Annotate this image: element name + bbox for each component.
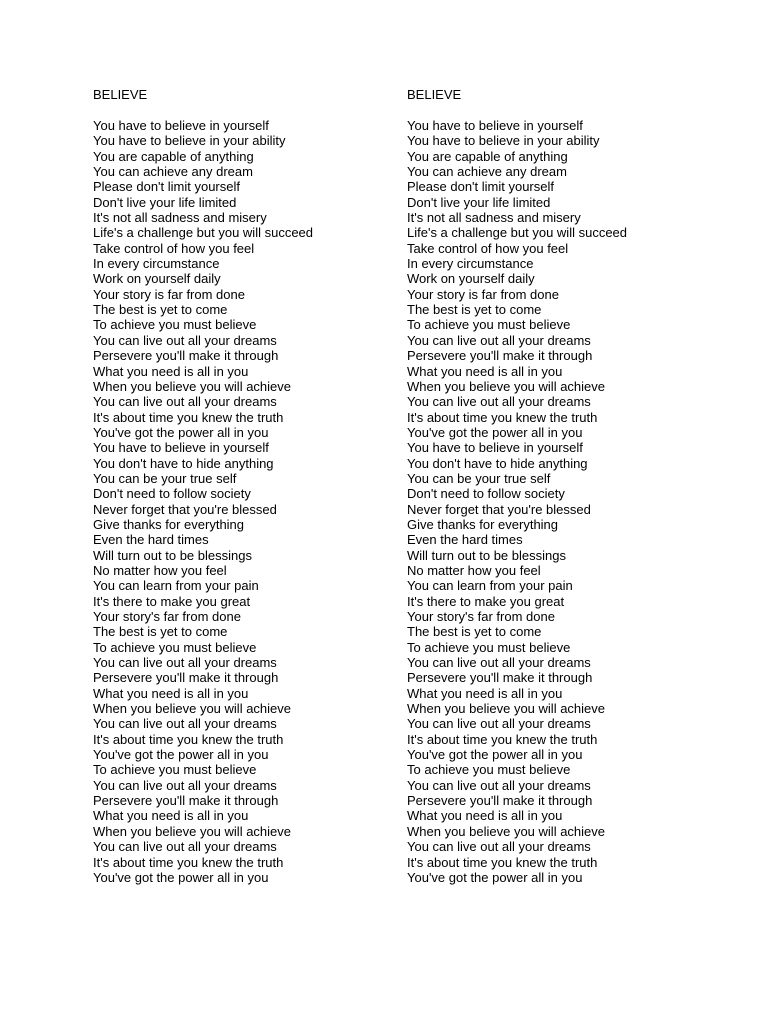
poem-line: What you need is all in you xyxy=(407,363,563,379)
poem-line: It's about time you knew the truth xyxy=(93,731,284,747)
poem-line: It's there to make you great xyxy=(93,593,251,609)
poem-line: Give thanks for everything xyxy=(407,516,559,532)
poem-lines xyxy=(93,118,393,885)
poem-line: Will turn out to be blessings xyxy=(407,547,566,563)
poem-line: You can live out all your dreams xyxy=(93,716,277,732)
poem-line: Don't need to follow society xyxy=(93,486,251,502)
poem-line: Don't live your life limited xyxy=(93,194,237,210)
poem-line: It's about time you knew the truth xyxy=(407,409,598,425)
poem-line: Persevere you'll make it through xyxy=(407,670,593,686)
poem-line: The best is yet to come xyxy=(407,302,542,318)
poem-line: No matter how you feel xyxy=(407,562,541,578)
poem-line: What you need is all in you xyxy=(93,808,249,824)
poem-line: Your story is far from done xyxy=(93,286,245,302)
poem-line: Take control of how you feel xyxy=(407,240,569,256)
poem-line: What you need is all in you xyxy=(93,685,249,701)
poem-line: You've got the power all in you xyxy=(407,424,583,440)
poem-line: You've got the power all in you xyxy=(407,747,583,763)
poem-line: To achieve you must believe xyxy=(407,762,571,778)
poem-line: It's there to make you great xyxy=(407,593,565,609)
poem-line: You can be your true self xyxy=(407,470,551,486)
poem-line: You can live out all your dreams xyxy=(93,655,277,671)
poem-line: You have to believe in yourself xyxy=(407,440,583,456)
poem-column-left xyxy=(93,87,393,885)
poem-line: Your story is far from done xyxy=(407,286,559,302)
poem-title: BELIEVE xyxy=(407,87,462,102)
poem-line: To achieve you must believe xyxy=(407,639,571,655)
poem-line: Never forget that you're blessed xyxy=(93,501,277,517)
poem-line: You can live out all your dreams xyxy=(93,332,277,348)
poem-lines xyxy=(407,118,707,885)
poem-line: You are capable of anything xyxy=(407,148,568,164)
poem-line: You have to believe in yourself xyxy=(93,118,269,133)
poem-line: To achieve you must believe xyxy=(93,317,257,333)
poem-line: When you believe you will achieve xyxy=(93,823,291,839)
poem-line: The best is yet to come xyxy=(93,302,228,318)
poem-line: You can learn from your pain xyxy=(93,578,259,594)
poem-line: Persevere you'll make it through xyxy=(93,670,279,686)
poem-line: Persevere you'll make it through xyxy=(407,348,593,364)
poem-line: Don't need to follow society xyxy=(407,486,565,502)
poem-line: You can achieve any dream xyxy=(93,164,253,180)
poem-line: Persevere you'll make it through xyxy=(407,793,593,809)
poem-line: Don't live your life limited xyxy=(407,194,551,210)
poem-line: It's not all sadness and misery xyxy=(93,210,267,226)
poem-line: It's about time you knew the truth xyxy=(93,409,284,425)
poem-line: Work on yourself daily xyxy=(407,271,535,287)
poem-column-right xyxy=(407,87,707,885)
poem-line: To achieve you must believe xyxy=(93,639,257,655)
poem-line: You've got the power all in you xyxy=(93,747,269,763)
poem-line: It's about time you knew the truth xyxy=(93,854,284,870)
poem-line: You can live out all your dreams xyxy=(407,332,591,348)
poem-line: The best is yet to come xyxy=(93,624,228,640)
poem-line: Persevere you'll make it through xyxy=(93,348,279,364)
poem-line: In every circumstance xyxy=(407,256,534,272)
poem-line: You've got the power all in you xyxy=(407,869,583,885)
poem-line: When you believe you will achieve xyxy=(93,378,291,394)
poem-line: Even the hard times xyxy=(407,532,523,548)
poem-line: You can live out all your dreams xyxy=(93,777,277,793)
poem-line: You don't have to hide anything xyxy=(407,455,588,471)
poem-line: Persevere you'll make it through xyxy=(93,793,279,809)
poem-line: You've got the power all in you xyxy=(93,424,269,440)
poem-line: Please don't limit yourself xyxy=(93,179,240,195)
poem-line: Work on yourself daily xyxy=(93,271,221,287)
poem-line: Life's a challenge but you will succeed xyxy=(93,225,314,241)
poem-line: You can live out all your dreams xyxy=(93,839,277,855)
poem-line: Take control of how you feel xyxy=(93,240,255,256)
poem-line: It's about time you knew the truth xyxy=(407,731,598,747)
poem-line: You can live out all your dreams xyxy=(407,839,591,855)
poem-line: Never forget that you're blessed xyxy=(407,501,591,517)
poem-line: You have to believe in your ability xyxy=(407,133,600,149)
poem-line: You can achieve any dream xyxy=(407,164,567,180)
poem-line: You can live out all your dreams xyxy=(407,655,591,671)
poem-line: To achieve you must believe xyxy=(93,762,257,778)
poem-title: BELIEVE xyxy=(93,87,148,102)
poem-line: No matter how you feel xyxy=(93,562,227,578)
poem-line: You can live out all your dreams xyxy=(407,716,591,732)
poem-line: You can live out all your dreams xyxy=(407,777,591,793)
poem-line: Your story's far from done xyxy=(407,609,555,624)
poem-line: In every circumstance xyxy=(93,256,220,272)
poem-line: You can learn from your pain xyxy=(407,578,573,594)
poem-line: When you believe you will achieve xyxy=(407,378,605,394)
poem-line: You have to believe in yourself xyxy=(93,440,269,456)
poem-line: You can live out all your dreams xyxy=(93,394,277,410)
poem-line: You can live out all your dreams xyxy=(407,394,591,410)
poem-line: When you believe you will achieve xyxy=(93,701,291,717)
poem-line: What you need is all in you xyxy=(93,363,249,379)
poem-line: When you believe you will achieve xyxy=(407,701,605,717)
poem-line: What you need is all in you xyxy=(407,685,563,701)
poem-line: Your story's far from done xyxy=(93,609,241,624)
poem-line: The best is yet to come xyxy=(407,624,542,640)
poem-line: Even the hard times xyxy=(93,532,209,548)
poem-line: You are capable of anything xyxy=(93,148,254,164)
poem-line: You can be your true self xyxy=(93,470,237,486)
poem-line: You have to believe in your ability xyxy=(93,133,286,149)
poem-line: When you believe you will achieve xyxy=(407,823,605,839)
poem-line: To achieve you must believe xyxy=(407,317,571,333)
poem-line: It's about time you knew the truth xyxy=(407,854,598,870)
poem-line: Life's a challenge but you will succeed xyxy=(407,225,628,241)
poem-line: You've got the power all in you xyxy=(93,869,269,885)
poem-line: You don't have to hide anything xyxy=(93,455,274,471)
poem-line: What you need is all in you xyxy=(407,808,563,824)
poem-line: Give thanks for everything xyxy=(93,516,245,532)
poem-line: Will turn out to be blessings xyxy=(93,547,252,563)
poem-line: It's not all sadness and misery xyxy=(407,210,581,226)
poem-line: Please don't limit yourself xyxy=(407,179,554,195)
poem-line: You have to believe in yourself xyxy=(407,118,583,133)
